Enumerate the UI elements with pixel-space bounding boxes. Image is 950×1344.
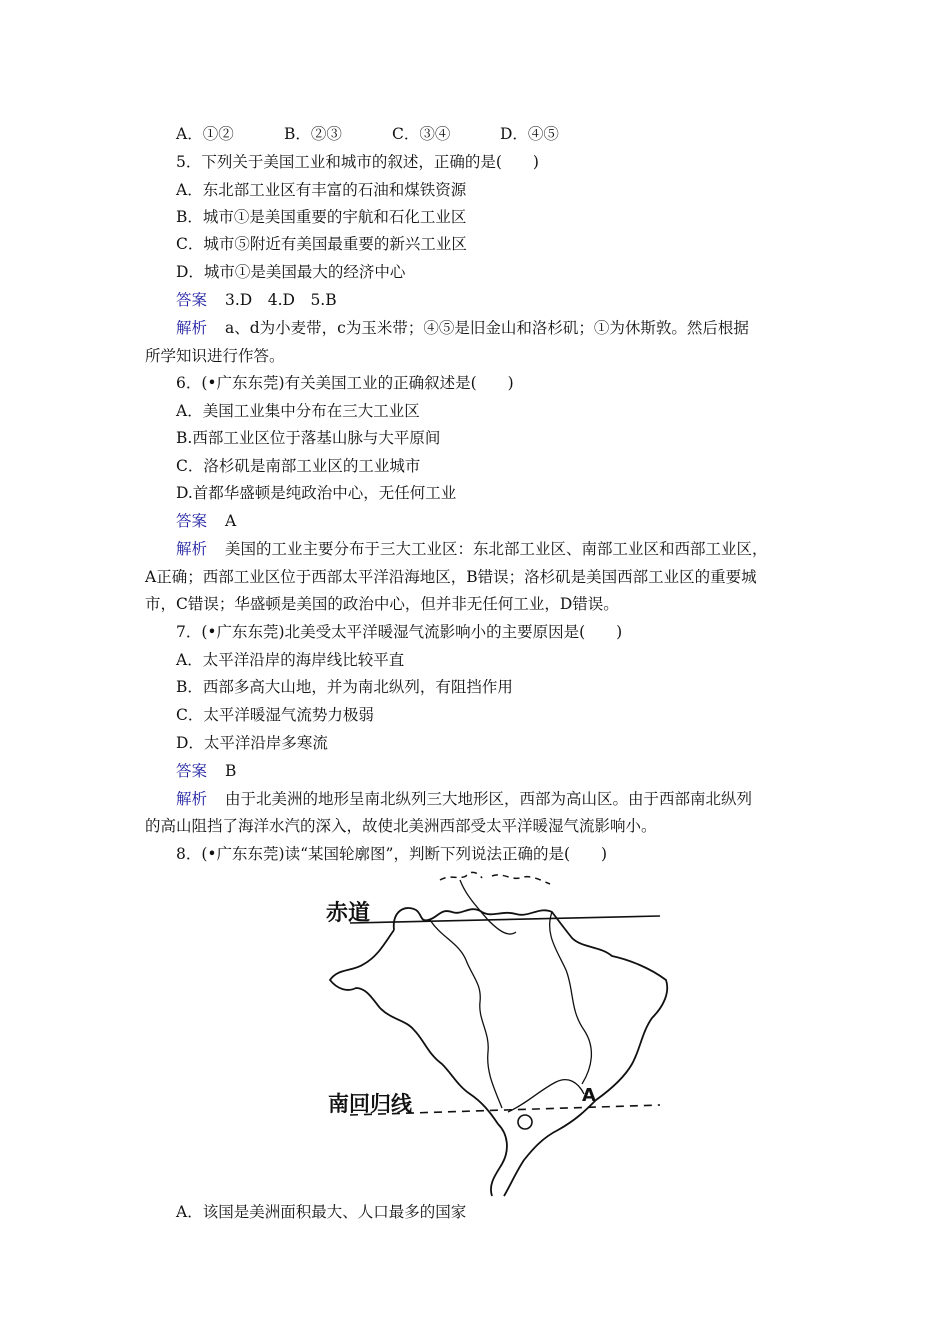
answer-6 [176,511,856,531]
river-4 [508,1080,584,1112]
analysis-label: 解析 [176,540,208,558]
point-a-label: A [582,1085,596,1106]
q6-option-a: A．美国工业集中分布在三大工业区 [176,402,420,420]
q5-option-b: B．城市①是美国重要的宇航和石化工业区 [176,208,467,226]
river-3 [460,880,516,934]
west-border [330,930,507,1196]
q8-stem: 8．(•广东东莞)读“某国轮廓图”，判断下列说法正确的是( ) [176,845,608,863]
analysis-7-line2: 的高山阻挡了海洋水汽的深入，故使北美洲西部受太平洋暖湿气流影响小。 [145,817,657,835]
answer-7 [176,761,856,781]
q5-option-c: C．城市⑤附近有美国最重要的新兴工业区 [176,235,467,253]
analysis-label: 解析 [176,319,208,337]
analysis-6-line3: 市，C错误；华盛顿是美国的政治中心，但并非无任何工业，D错误。 [145,595,619,613]
river-2 [550,912,592,1084]
q6-option-c: C．洛杉矶是南部工业区的工业城市 [176,457,421,475]
q5-stem: 5．下列关于美国工业和城市的叙述，正确的是( ) [176,153,539,171]
northern-border [440,872,550,884]
q7-option-b: B．西部多高大山地，并为南北纵列，有阻挡作用 [176,678,513,696]
east-coast [394,908,667,1196]
analysis-text: 由于北美洲的地形呈南北纵列三大地形区，西部为高山区。由于西部南北纵列 [225,790,753,808]
q5-option-d: D．城市①是美国最大的经济中心 [176,263,406,281]
q4-option-b: B．②③ [284,125,342,143]
river-1 [430,920,502,1108]
analysis-6-line2: A正确；西部工业区位于西部太平洋沿海地区，B错误；洛杉矶是美国西部工业区的重要城 [145,568,757,586]
q6-option-b: B.西部工业区位于落基山脉与大平原间 [176,429,441,447]
answer-345 [176,290,856,310]
q4-option-c: C．③④ [392,125,451,143]
q4-option-a: A．①② [176,125,234,143]
analysis-345-line2: 所学知识进行作答。 [145,347,285,365]
analysis-label: 解析 [176,790,208,808]
analysis-text: a、d为小麦带，c为玉米带；④⑤是旧金山和洛杉矶；①为休斯敦。然后根据 [225,319,749,337]
equator-line [350,916,660,923]
tropic-label: 南回归线 [328,1092,412,1116]
analysis-345-line1 [176,318,856,338]
q4-option-d: D．④⑤ [500,125,559,143]
analysis-6-line1 [176,539,856,559]
q8-option-a: A．该国是美洲面积最大、人口最多的国家 [176,1203,467,1221]
q7-option-d: D．太平洋沿岸多寒流 [176,734,328,752]
country-outline-map [320,868,670,1198]
analysis-text: 美国的工业主要分布于三大工业区：东北部工业区、南部工业区和西部工业区， [225,540,768,558]
answer-text: 3.D 4.D 5.B [225,291,337,309]
q7-option-a: A．太平洋沿岸的海岸线比较平直 [176,651,405,669]
answer-text: B [225,762,237,780]
q6-option-d: D.首都华盛顿是纯政治中心，无任何工业 [176,484,457,502]
q4-options [176,124,856,144]
q7-stem: 7．(•广东东莞)北美受太平洋暖湿气流影响小的主要原因是( ) [176,623,623,641]
city-circle [518,1115,532,1129]
q7-option-c: C．太平洋暖湿气流势力极弱 [176,706,374,724]
q6-stem: 6．(•广东东莞)有关美国工业的正确叙述是( ) [176,374,514,392]
answer-label: 答案 [176,291,208,309]
answer-text: A [225,512,237,530]
analysis-7-line1 [176,789,856,809]
equator-label: 赤道 [326,901,371,926]
answer-label: 答案 [176,512,208,530]
answer-label: 答案 [176,762,208,780]
q5-option-a: A．东北部工业区有丰富的石油和煤铁资源 [176,181,467,199]
